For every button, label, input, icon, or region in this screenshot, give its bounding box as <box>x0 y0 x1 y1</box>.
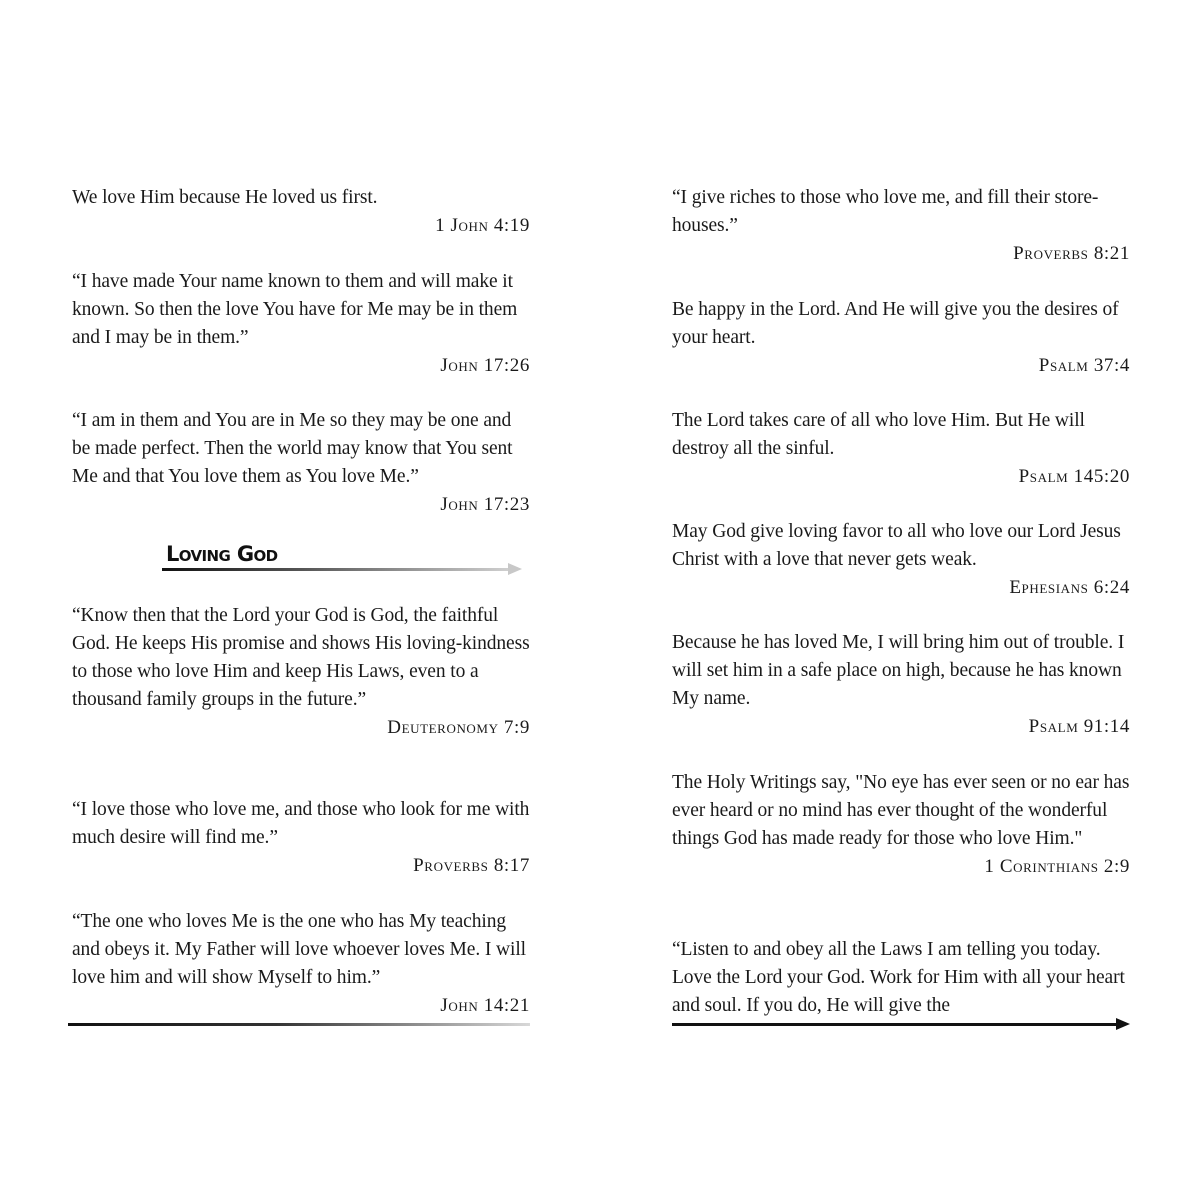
verse-text: “I love those who love me, and those who look for me with much desire will find me.” <box>72 799 530 848</box>
verse-reference: John 17:23 <box>440 494 530 515</box>
verse-text: May God give loving favor to all who love our Lord Jesus Christ with a love that never gets weak. <box>672 521 1121 570</box>
verse-reference: 1 Corinthians 2:9 <box>984 856 1130 877</box>
arrow-right-icon <box>1116 1018 1130 1030</box>
verse-reference: Proverbs 8:21 <box>1013 243 1130 264</box>
section-heading <box>162 538 526 580</box>
verse-block <box>72 908 530 1020</box>
verse-block <box>72 796 530 880</box>
right-page <box>672 0 1130 1200</box>
verse-text: “The one who loves Me is the one who has My teaching and obeys it. My Father will love whoever loves Me. I will love him and will show Myself to him.” <box>72 911 526 988</box>
verse-reference: Deuteronomy 7:9 <box>387 717 530 738</box>
verse-reference: 1 John 4:19 <box>435 215 530 236</box>
verse-text: “Listen to and obey all the Laws I am telling you today. Love the Lord your God. Work for Him with all your heart and soul. If you do, He will give the <box>672 939 1125 1016</box>
verse-text: “I have made Your name known to them and will make it known. So then the love You have for Me may be in them and I may be in them.” <box>72 271 518 348</box>
verse-reference: Ephesians 6:24 <box>1009 577 1130 598</box>
verse-block <box>72 268 530 380</box>
verse-text: “I am in them and You are in Me so they may be one and be made perfect. Then the world may know that You sent Me and that You love them as You love Me.” <box>72 410 513 487</box>
verse-block <box>672 629 1130 741</box>
verse-reference: Psalm 37:4 <box>1038 355 1130 376</box>
verse-block <box>72 184 530 240</box>
verse-reference: Proverbs 8:17 <box>413 855 530 876</box>
page-bottom-divider <box>672 1023 1118 1026</box>
page-bottom-divider <box>68 1023 530 1026</box>
verse-text: The Holy Writings say, "No eye has ever seen or no ear has ever heard or no mind has ever thought of the wonderful things God has made ready for those who love Him." <box>672 772 1130 849</box>
verse-block <box>672 296 1130 380</box>
verse-block <box>672 769 1130 881</box>
verse-text: “I give riches to those who love me, and fill their store-houses.” <box>672 187 1099 236</box>
verse-text: The Lord takes care of all who love Him. But He will destroy all the sinful. <box>672 410 1085 459</box>
verse-block <box>72 407 530 519</box>
section-title: Loving God <box>166 542 278 566</box>
verse-block <box>672 936 1130 1020</box>
arrow-right-icon <box>508 563 522 575</box>
verse-text: We love Him because He loved us first. <box>72 187 378 208</box>
verse-text: Be happy in the Lord. And He will give you the desires of your heart. <box>672 299 1119 348</box>
verse-reference: John 17:26 <box>440 355 530 376</box>
verse-reference: John 14:21 <box>440 995 530 1016</box>
verse-text: Because he has loved Me, I will bring him out of trouble. I will set him in a safe place on high, because he has known My name. <box>672 632 1125 709</box>
verse-block <box>72 602 530 742</box>
left-page <box>72 0 530 1200</box>
verse-block <box>672 184 1130 268</box>
verse-reference: Psalm 145:20 <box>1018 466 1130 487</box>
section-divider-line <box>162 568 510 571</box>
verse-reference: Psalm 91:14 <box>1028 716 1130 737</box>
verse-block <box>672 407 1130 491</box>
verse-text: “Know then that the Lord your God is God, the faithful God. He keeps His promise and shows His loving-kindness to those who love Him and keep His Laws, even to a thousand family groups in the future.” <box>72 605 530 710</box>
verse-block <box>672 518 1130 602</box>
